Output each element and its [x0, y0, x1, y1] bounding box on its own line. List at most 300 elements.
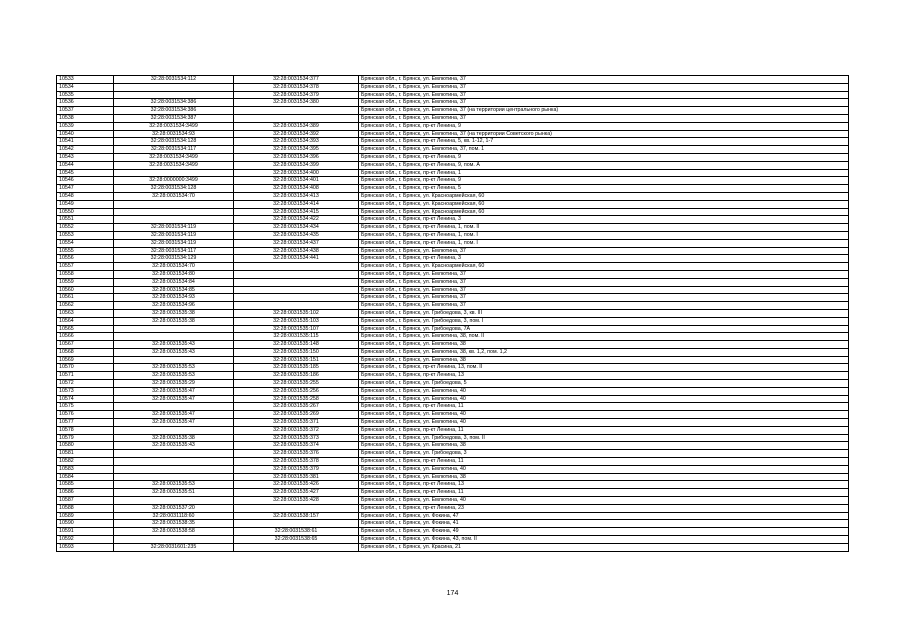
address-cell: Брянская обл., г. Брянск, пр-кт Ленина, 13 — [359, 481, 849, 489]
land-plot-number-cell: 32:28:0031535:38 — [114, 317, 234, 325]
building-number-cell: 32:28:0031534:441 — [234, 255, 359, 263]
row-number-cell: 10551 — [57, 216, 114, 224]
row-number-cell: 10575 — [57, 403, 114, 411]
table-row — [57, 91, 849, 99]
building-number-cell: 32:28:0031535:255 — [234, 380, 359, 388]
land-plot-number-cell — [114, 536, 234, 544]
building-number-cell: 32:28:0031535:374 — [234, 442, 359, 450]
land-plot-number-cell: 32:28:0031601:235 — [114, 543, 234, 551]
row-number-cell: 10574 — [57, 395, 114, 403]
land-plot-number-cell: 32:28:0031534:128 — [114, 185, 234, 193]
table-row — [57, 512, 849, 520]
address-cell: Брянская обл., г. Брянск, ул. Фокина, 43, пом. II — [359, 536, 849, 544]
building-number-cell — [234, 543, 359, 551]
building-number-cell: 32:28:0031534:415 — [234, 208, 359, 216]
building-number-cell: 32:28:0031535:151 — [234, 356, 359, 364]
building-number-cell: 32:28:0031534:392 — [234, 130, 359, 138]
address-cell: Брянская обл., г. Брянск, ул. Емлютина, 40 — [359, 465, 849, 473]
building-number-cell: 32:28:0031534:408 — [234, 185, 359, 193]
table-row — [57, 270, 849, 278]
row-number-cell: 10554 — [57, 239, 114, 247]
building-number-cell: 32:28:0031535:379 — [234, 465, 359, 473]
building-number-cell — [234, 504, 359, 512]
building-number-cell — [234, 263, 359, 271]
land-plot-number-cell — [114, 458, 234, 466]
table-row — [57, 520, 849, 528]
land-plot-number-cell: 32:28:0031535:43 — [114, 348, 234, 356]
table-row — [57, 403, 849, 411]
building-number-cell: 32:28:0031535:428 — [234, 497, 359, 505]
building-number-cell: 32:28:0031535:115 — [234, 333, 359, 341]
address-cell: Брянская обл., г. Брянск, пр-кт Ленина, 1, пом. II — [359, 224, 849, 232]
address-cell: Брянская обл., г. Брянск, ул. Грибоедова, 3, пом. II — [359, 434, 849, 442]
row-number-cell: 10563 — [57, 309, 114, 317]
address-cell: Брянская обл., г. Брянск, ул. Фокина, 41 — [359, 520, 849, 528]
row-number-cell: 10552 — [57, 224, 114, 232]
table-row — [57, 153, 849, 161]
land-plot-number-cell: 32:28:0031535:38 — [114, 309, 234, 317]
row-number-cell: 10534 — [57, 83, 114, 91]
row-number-cell: 10560 — [57, 286, 114, 294]
table-row — [57, 411, 849, 419]
building-number-cell — [234, 107, 359, 115]
building-number-cell — [234, 286, 359, 294]
address-cell: Брянская обл., г. Брянск, ул. Емлютина, 38 — [359, 341, 849, 349]
row-number-cell: 10567 — [57, 341, 114, 349]
building-number-cell: 32:28:0031534:437 — [234, 239, 359, 247]
row-number-cell: 10559 — [57, 278, 114, 286]
row-number-cell: 10537 — [57, 107, 114, 115]
address-cell: Брянская обл., г. Брянск, пр-кт Ленина, 11 — [359, 403, 849, 411]
row-number-cell: 10588 — [57, 504, 114, 512]
row-number-cell: 10558 — [57, 270, 114, 278]
land-plot-number-cell — [114, 450, 234, 458]
land-plot-number-cell: 32:28:0031534:387 — [114, 114, 234, 122]
registry-table — [56, 75, 849, 552]
address-cell: Брянская обл., г. Брянск, пр-кт Ленина, 13, пом. II — [359, 364, 849, 372]
row-number-cell: 10549 — [57, 200, 114, 208]
table-row — [57, 380, 849, 388]
table-row — [57, 356, 849, 364]
address-cell: Брянская обл., г. Брянск, ул. Емлютина, 38, кв. 1,2, пом. 1,2 — [359, 348, 849, 356]
table-row — [57, 302, 849, 310]
table-row — [57, 465, 849, 473]
row-number-cell: 10585 — [57, 481, 114, 489]
row-number-cell: 10543 — [57, 153, 114, 161]
row-number-cell: 10570 — [57, 364, 114, 372]
address-cell: Брянская обл., г. Брянск, ул. Емлютина, 37 — [359, 114, 849, 122]
building-number-cell: 32:28:0031534:435 — [234, 231, 359, 239]
table-row — [57, 286, 849, 294]
address-cell: Брянская обл., г. Брянск, ул. Красноармейская, 60 — [359, 192, 849, 200]
address-cell: Брянская обл., г. Брянск, ул. Емлютина, 38 — [359, 473, 849, 481]
land-plot-number-cell: 32:28:0031534:129 — [114, 255, 234, 263]
row-number-cell: 10550 — [57, 208, 114, 216]
land-plot-number-cell: 32:28:0031534:3499 — [114, 153, 234, 161]
row-number-cell: 10586 — [57, 489, 114, 497]
table-row — [57, 309, 849, 317]
building-number-cell: 32:28:0031534:399 — [234, 161, 359, 169]
table-row — [57, 161, 849, 169]
land-plot-number-cell — [114, 333, 234, 341]
building-number-cell: 32:28:0031535:107 — [234, 325, 359, 333]
row-number-cell: 10583 — [57, 465, 114, 473]
building-number-cell: 32:28:0031535:376 — [234, 450, 359, 458]
address-cell: Брянская обл., г. Брянск, ул. Емлютина, 40 — [359, 497, 849, 505]
building-number-cell — [234, 270, 359, 278]
address-cell: Брянская обл., г. Брянск, пр-кт Ленина, 1 — [359, 169, 849, 177]
table-row — [57, 481, 849, 489]
table-row — [57, 426, 849, 434]
address-cell: Брянская обл., г. Брянск, пр-кт Ленина, 1, пом. I — [359, 239, 849, 247]
land-plot-number-cell: 32:28:0031534:80 — [114, 270, 234, 278]
address-cell: Брянская обл., г. Брянск, ул. Грибоедова, 3, кв. III — [359, 309, 849, 317]
table-row — [57, 434, 849, 442]
address-cell: Брянская обл., г. Брянск, ул. Емлютина, 38 — [359, 442, 849, 450]
address-cell: Брянская обл., г. Брянск, пр-кт Ленина, 9 — [359, 122, 849, 130]
table-row — [57, 473, 849, 481]
row-number-cell: 10556 — [57, 255, 114, 263]
address-cell: Брянская обл., г. Брянск, ул. Емлютина, 37 — [359, 247, 849, 255]
address-cell: Брянская обл., г. Брянск, ул. Емлютина, 38 — [359, 356, 849, 364]
land-plot-number-cell: 32:28:0031534:119 — [114, 239, 234, 247]
row-number-cell: 10566 — [57, 333, 114, 341]
address-cell: Брянская обл., г. Брянск, ул. Емлютина, 40 — [359, 411, 849, 419]
row-number-cell: 10590 — [57, 520, 114, 528]
address-cell: Брянская обл., г. Брянск, ул. Фокина, 47 — [359, 512, 849, 520]
table-row — [57, 372, 849, 380]
row-number-cell: 10568 — [57, 348, 114, 356]
land-plot-number-cell: 32:28:0031535:53 — [114, 372, 234, 380]
building-number-cell: 32:28:0031534:380 — [234, 99, 359, 107]
address-cell: Брянская обл., г. Брянск, ул. Емлютина, 38, пом. II — [359, 333, 849, 341]
land-plot-number-cell — [114, 200, 234, 208]
address-cell: Брянская обл., г. Брянск, ул. Грибоедова, 7А — [359, 325, 849, 333]
row-number-cell: 10571 — [57, 372, 114, 380]
row-number-cell: 10542 — [57, 146, 114, 154]
address-cell: Брянская обл., г. Брянск, ул. Фокина, 49 — [359, 528, 849, 536]
building-number-cell: 32:28:0031534:389 — [234, 122, 359, 130]
address-cell: Брянская обл., г. Брянск, ул. Емлютина, 37 — [359, 91, 849, 99]
table-row — [57, 177, 849, 185]
address-cell: Брянская обл., г. Брянск, ул. Емлютина, 37 — [359, 294, 849, 302]
address-cell: Брянская обл., г. Брянск, пр-кт Ленина, 1, пом. I — [359, 231, 849, 239]
table-row — [57, 224, 849, 232]
row-number-cell: 10587 — [57, 497, 114, 505]
address-cell: Брянская обл., г. Брянск, ул. Емлютина, 40 — [359, 395, 849, 403]
row-number-cell: 10533 — [57, 76, 114, 84]
table-row — [57, 247, 849, 255]
address-cell: Брянская обл., г. Брянск, ул. Емлютина, 37 — [359, 302, 849, 310]
table-row — [57, 458, 849, 466]
building-number-cell: 32:28:0031535:426 — [234, 481, 359, 489]
address-cell: Брянская обл., г. Брянск, ул. Красноармейская, 60 — [359, 208, 849, 216]
building-number-cell: 32:28:0031534:438 — [234, 247, 359, 255]
address-cell: Брянская обл., г. Брянск, ул. Емлютина, 40 — [359, 419, 849, 427]
land-plot-number-cell — [114, 216, 234, 224]
table-row — [57, 341, 849, 349]
land-plot-number-cell: 32:28:0031534:70 — [114, 192, 234, 200]
table-row — [57, 497, 849, 505]
table-row — [57, 208, 849, 216]
table-row — [57, 278, 849, 286]
building-number-cell: 32:28:0031534:393 — [234, 138, 359, 146]
table-row — [57, 504, 849, 512]
land-plot-number-cell: 32:28:0031534:128 — [114, 138, 234, 146]
table-row — [57, 122, 849, 130]
building-number-cell: 32:28:0031535:267 — [234, 403, 359, 411]
land-plot-number-cell: 32:28:0031534:386 — [114, 99, 234, 107]
table-row — [57, 107, 849, 115]
building-number-cell: 32:28:0031538:65 — [234, 536, 359, 544]
row-number-cell: 10576 — [57, 411, 114, 419]
table-row — [57, 192, 849, 200]
registry-table-body — [57, 76, 849, 552]
land-plot-number-cell — [114, 403, 234, 411]
address-cell: Брянская обл., г. Брянск, пр-кт Ленина, 11 — [359, 458, 849, 466]
table-row — [57, 114, 849, 122]
building-number-cell: 32:28:0031535:186 — [234, 372, 359, 380]
row-number-cell: 10547 — [57, 185, 114, 193]
row-number-cell: 10581 — [57, 450, 114, 458]
land-plot-number-cell: 32:28:0031118:60 — [114, 512, 234, 520]
land-plot-number-cell: 32:28:0031534:112 — [114, 76, 234, 84]
address-cell: Брянская обл., г. Брянск, пр-кт Ленина, 9 — [359, 153, 849, 161]
building-number-cell: 32:28:0031535:381 — [234, 473, 359, 481]
land-plot-number-cell — [114, 91, 234, 99]
building-number-cell: 32:28:0031535:102 — [234, 309, 359, 317]
building-number-cell — [234, 294, 359, 302]
address-cell: Брянская обл., г. Брянск, пр-кт Ленина, 5, кв. 1-12, 1-7 — [359, 138, 849, 146]
land-plot-number-cell: 32:28:0031537:20 — [114, 504, 234, 512]
land-plot-number-cell: 32:28:0031535:43 — [114, 442, 234, 450]
table-row — [57, 294, 849, 302]
table-row — [57, 536, 849, 544]
table-row — [57, 325, 849, 333]
table-row — [57, 364, 849, 372]
building-number-cell: 32:28:0031534:401 — [234, 177, 359, 185]
address-cell: Брянская обл., г. Брянск, пр-кт Ленина, 9 — [359, 177, 849, 185]
address-cell: Брянская обл., г. Брянск, пр-кт Ленина, 23 — [359, 504, 849, 512]
building-number-cell: 32:28:0031534:395 — [234, 146, 359, 154]
row-number-cell: 10553 — [57, 231, 114, 239]
building-number-cell: 32:28:0031535:258 — [234, 395, 359, 403]
table-row — [57, 317, 849, 325]
building-number-cell: 32:28:0031535:256 — [234, 387, 359, 395]
address-cell: Брянская обл., г. Брянск, пр-кт Ленина, 9, пом. А — [359, 161, 849, 169]
table-row — [57, 76, 849, 84]
address-cell: Брянская обл., г. Брянск, ул. Грибоедова, 5 — [359, 380, 849, 388]
table-row — [57, 138, 849, 146]
row-number-cell: 10545 — [57, 169, 114, 177]
table-row — [57, 146, 849, 154]
land-plot-number-cell — [114, 169, 234, 177]
building-number-cell: 32:28:0031534:422 — [234, 216, 359, 224]
land-plot-number-cell: 32:28:0031535:29 — [114, 380, 234, 388]
row-number-cell: 10572 — [57, 380, 114, 388]
building-number-cell: 32:28:0031534:378 — [234, 83, 359, 91]
land-plot-number-cell: 32:28:0031534:93 — [114, 294, 234, 302]
row-number-cell: 10539 — [57, 122, 114, 130]
building-number-cell: 32:28:0031535:150 — [234, 348, 359, 356]
address-cell: Брянская обл., г. Брянск, пр-кт Ленина, 3 — [359, 255, 849, 263]
row-number-cell: 10578 — [57, 426, 114, 434]
building-number-cell: 32:28:0031538:61 — [234, 528, 359, 536]
row-number-cell: 10535 — [57, 91, 114, 99]
table-row — [57, 348, 849, 356]
building-number-cell: 32:28:0031534:400 — [234, 169, 359, 177]
row-number-cell: 10582 — [57, 458, 114, 466]
land-plot-number-cell: 32:28:0031535:47 — [114, 395, 234, 403]
row-number-cell: 10569 — [57, 356, 114, 364]
row-number-cell: 10577 — [57, 419, 114, 427]
table-row — [57, 489, 849, 497]
address-cell: Брянская обл., г. Брянск, пр-кт Ленина, 13 — [359, 372, 849, 380]
building-number-cell — [234, 114, 359, 122]
table-row — [57, 333, 849, 341]
land-plot-number-cell: 32:28:0031535:51 — [114, 489, 234, 497]
building-number-cell: 32:28:0031535:373 — [234, 434, 359, 442]
row-number-cell: 10536 — [57, 99, 114, 107]
address-cell: Брянская обл., г. Брянск, ул. Красина, 21 — [359, 543, 849, 551]
table-row — [57, 442, 849, 450]
address-cell: Брянская обл., г. Брянск, ул. Емлютина, 37 — [359, 278, 849, 286]
land-plot-number-cell — [114, 356, 234, 364]
land-plot-number-cell — [114, 473, 234, 481]
address-cell: Брянская обл., г. Брянск, ул. Емлютина, 40 — [359, 387, 849, 395]
land-plot-number-cell: 32:28:0031535:43 — [114, 341, 234, 349]
row-number-cell: 10564 — [57, 317, 114, 325]
land-plot-number-cell: 32:28:0031535:38 — [114, 434, 234, 442]
address-cell: Брянская обл., г. Брянск, ул. Емлютина, 37 — [359, 286, 849, 294]
table-row — [57, 130, 849, 138]
table-row — [57, 263, 849, 271]
land-plot-number-cell: 32:28:0031534:3499 — [114, 161, 234, 169]
land-plot-number-cell: 32:28:0031538:35 — [114, 520, 234, 528]
building-number-cell — [234, 278, 359, 286]
row-number-cell: 10584 — [57, 473, 114, 481]
land-plot-number-cell: 32:28:0031534:84 — [114, 278, 234, 286]
address-cell: Брянская обл., г. Брянск, ул. Красноармейская, 60 — [359, 263, 849, 271]
row-number-cell: 10541 — [57, 138, 114, 146]
land-plot-number-cell: 32:28:0031535:53 — [114, 481, 234, 489]
building-number-cell: 32:28:0031535:372 — [234, 426, 359, 434]
address-cell: Брянская обл., г. Брянск, ул. Грибоедова, 3, пом. I — [359, 317, 849, 325]
row-number-cell: 10562 — [57, 302, 114, 310]
table-row — [57, 528, 849, 536]
land-plot-number-cell: 32:28:0031535:47 — [114, 419, 234, 427]
land-plot-number-cell — [114, 497, 234, 505]
row-number-cell: 10544 — [57, 161, 114, 169]
address-cell: Брянская обл., г. Брянск, ул. Емлютина, 37 — [359, 270, 849, 278]
address-cell: Брянская обл., г. Брянск, ул. Емлютина, 37 (на территории центрального рынка) — [359, 107, 849, 115]
land-plot-number-cell — [114, 465, 234, 473]
table-row — [57, 255, 849, 263]
land-plot-number-cell: 32:28:0031538:58 — [114, 528, 234, 536]
row-number-cell: 10546 — [57, 177, 114, 185]
row-number-cell: 10579 — [57, 434, 114, 442]
row-number-cell: 10565 — [57, 325, 114, 333]
row-number-cell: 10591 — [57, 528, 114, 536]
building-number-cell: 32:28:0031535:427 — [234, 489, 359, 497]
address-cell: Брянская обл., г. Брянск, ул. Емлютина, 37 (на территории Советского рынка) — [359, 130, 849, 138]
address-cell: Брянская обл., г. Брянск, ул. Емлютина, 37 — [359, 76, 849, 84]
address-cell: Брянская обл., г. Брянск, ул. Емлютина, 37 — [359, 83, 849, 91]
row-number-cell: 10561 — [57, 294, 114, 302]
address-cell: Брянская обл., г. Брянск, ул. Емлютина, 37, пом. 1 — [359, 146, 849, 154]
table-row — [57, 185, 849, 193]
table-row — [57, 200, 849, 208]
building-number-cell — [234, 520, 359, 528]
land-plot-number-cell: 32:28:0031535:47 — [114, 387, 234, 395]
table-row — [57, 231, 849, 239]
row-number-cell: 10593 — [57, 543, 114, 551]
address-cell: Брянская обл., г. Брянск, пр-кт Ленина, 11 — [359, 489, 849, 497]
address-cell: Брянская обл., г. Брянск, пр-кт Ленина, 3 — [359, 216, 849, 224]
row-number-cell: 10573 — [57, 387, 114, 395]
building-number-cell: 32:28:0031534:377 — [234, 76, 359, 84]
building-number-cell: 32:28:0031535:185 — [234, 364, 359, 372]
row-number-cell: 10540 — [57, 130, 114, 138]
land-plot-number-cell: 32:28:0031534:117 — [114, 247, 234, 255]
table-row — [57, 395, 849, 403]
land-plot-number-cell: 32:28:0031534:119 — [114, 231, 234, 239]
table-row — [57, 239, 849, 247]
page-number: 174 — [446, 590, 459, 597]
land-plot-number-cell — [114, 83, 234, 91]
building-number-cell: 32:28:0031534:414 — [234, 200, 359, 208]
land-plot-number-cell: 32:28:0000000:3499 — [114, 177, 234, 185]
address-cell: Брянская обл., г. Брянск, ул. Емлютина, 37 — [359, 99, 849, 107]
row-number-cell: 10589 — [57, 512, 114, 520]
land-plot-number-cell: 32:28:0031534:85 — [114, 286, 234, 294]
table-row — [57, 419, 849, 427]
address-cell: Брянская обл., г. Брянск, ул. Красноармейская, 60 — [359, 200, 849, 208]
building-number-cell: 32:28:0031535:378 — [234, 458, 359, 466]
land-plot-number-cell: 32:28:0031534:93 — [114, 130, 234, 138]
land-plot-number-cell — [114, 208, 234, 216]
building-number-cell: 32:28:0031538:157 — [234, 512, 359, 520]
land-plot-number-cell: 32:28:0031534:386 — [114, 107, 234, 115]
land-plot-number-cell: 32:28:0031534:3499 — [114, 122, 234, 130]
building-number-cell: 32:28:0031535:103 — [234, 317, 359, 325]
land-plot-number-cell — [114, 325, 234, 333]
row-number-cell: 10538 — [57, 114, 114, 122]
land-plot-number-cell: 32:28:0031535:53 — [114, 364, 234, 372]
land-plot-number-cell: 32:28:0031534:70 — [114, 263, 234, 271]
address-cell: Брянская обл., г. Брянск, пр-кт Ленина, 5 — [359, 185, 849, 193]
table-row — [57, 169, 849, 177]
row-number-cell: 10592 — [57, 536, 114, 544]
building-number-cell — [234, 302, 359, 310]
building-number-cell: 32:28:0031534:413 — [234, 192, 359, 200]
table-row — [57, 83, 849, 91]
building-number-cell: 32:28:0031535:269 — [234, 411, 359, 419]
row-number-cell: 10548 — [57, 192, 114, 200]
table-row — [57, 543, 849, 551]
building-number-cell: 32:28:0031535:148 — [234, 341, 359, 349]
row-number-cell: 10555 — [57, 247, 114, 255]
row-number-cell: 10580 — [57, 442, 114, 450]
table-row — [57, 450, 849, 458]
address-cell: Брянская обл., г. Брянск, ул. Грибоедова, 3 — [359, 450, 849, 458]
land-plot-number-cell: 32:28:0031534:117 — [114, 146, 234, 154]
land-plot-number-cell: 32:28:0031534:96 — [114, 302, 234, 310]
land-plot-number-cell: 32:28:0031535:47 — [114, 411, 234, 419]
row-number-cell: 10557 — [57, 263, 114, 271]
table-row — [57, 387, 849, 395]
land-plot-number-cell — [114, 426, 234, 434]
